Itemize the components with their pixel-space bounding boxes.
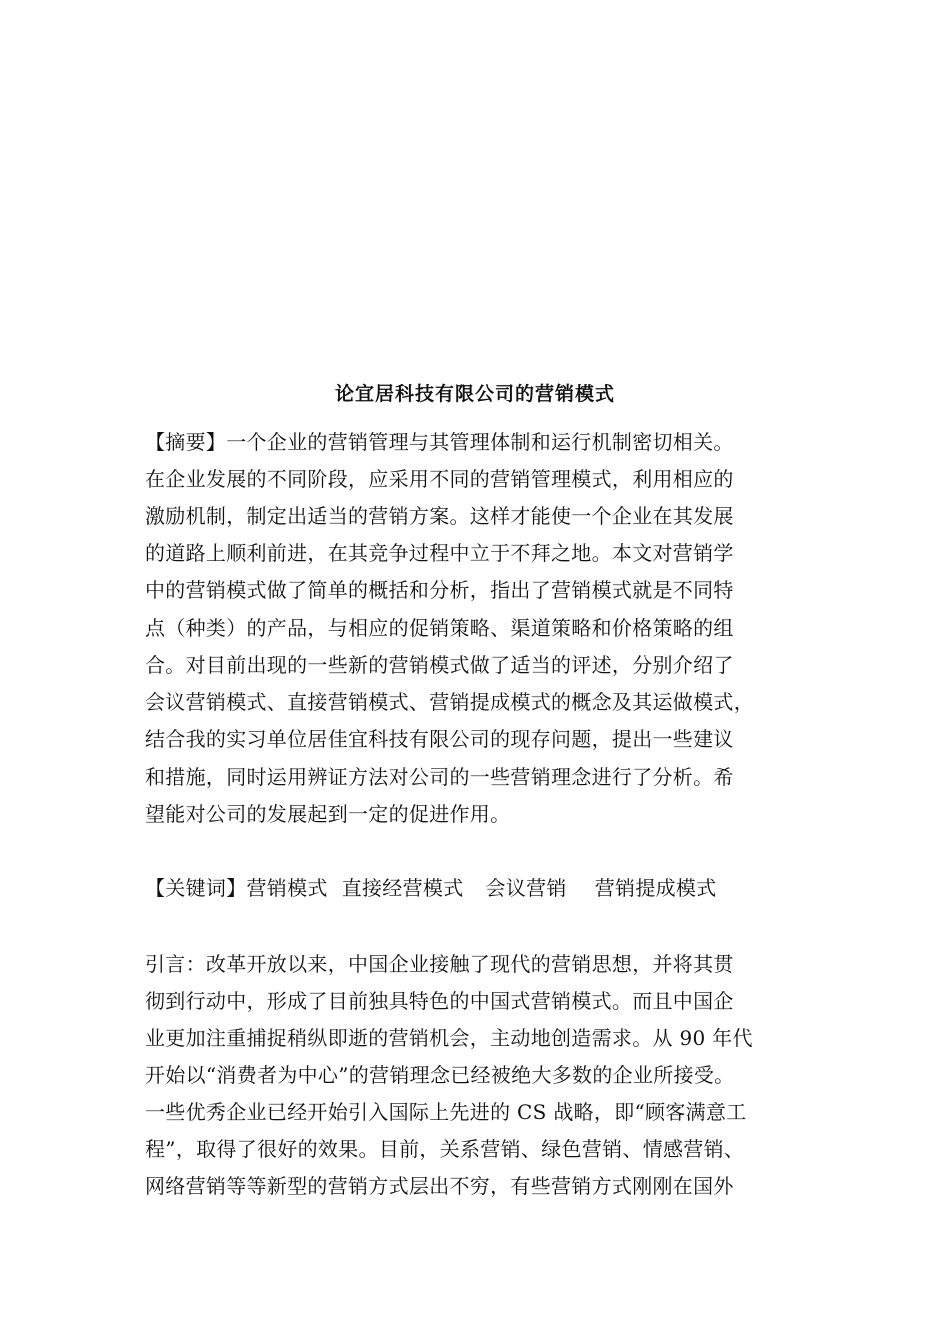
abstract-line: 结合我的实习单位居佳宜科技有限公司的现存问题，提出一些建议 (145, 727, 734, 751)
intro-line: 程”，取得了很好的效果。目前，关系营销、绿色营销、情感营销、 (145, 1137, 745, 1161)
abstract-line: 合。对目前出现的一些新的营销模式做了适当的评述，分别介绍了 (145, 653, 734, 677)
keywords-label: 【关键词】 (145, 876, 247, 900)
keywords-line (145, 874, 825, 902)
abstract-line: 会议营销模式、直接营销模式、营销提成模式的概念及其运做模式， (145, 690, 754, 714)
intro-line: 引言：改革开放以来，中国企业接触了现代的营销思想，并将其贯 (145, 952, 734, 976)
intro-line: 开始以“消费者为中心”的营销理念已经被绝大多数的企业所接受。 (145, 1063, 735, 1087)
abstract-line: 【摘要】一个企业的营销管理与其管理体制和运行机制密切相关。 (145, 430, 734, 454)
intro-line: 一些优秀企业已经开始引入国际上先进的 CS 战略，即“顾客满意工 (145, 1100, 747, 1124)
intro-line: 网络营销等等新型的营销方式层出不穷，有些营销方式刚刚在国外 (145, 1174, 734, 1198)
abstract-line: 中的营销模式做了简单的概括和分析，指出了营销模式就是不同特 (145, 578, 734, 602)
abstract-line: 的道路上顺利前进，在其竞争过程中立于不拜之地。本文对营销学 (145, 541, 734, 565)
intro-line: 彻到行动中，形成了目前独具特色的中国式营销模式。而且中国企 (145, 989, 734, 1013)
abstract-line: 在企业发展的不同阶段，应采用不同的营销管理模式，利用相应的 (145, 467, 734, 491)
keyword: 会议营销 (485, 876, 567, 900)
document-title: 论宜居科技有限公司的营销模式 (334, 383, 615, 405)
abstract-line: 点（种类）的产品，与相应的促销策略、渠道策略和价格策略的组 (145, 616, 734, 640)
keyword: 直接经营模式 (341, 876, 464, 900)
abstract-line: 望能对公司的发展起到一定的促进作用。 (145, 802, 511, 826)
keyword: 营销模式 (246, 876, 328, 900)
keyword: 营销提成模式 (594, 876, 717, 900)
abstract-line: 和措施，同时运用辨证方法对公司的一些营销理念进行了分析。希 (145, 765, 734, 789)
abstract-line: 激励机制，制定出适当的营销方案。这样才能使一个企业在其发展 (145, 504, 734, 528)
intro-line: 业更加注重捕捉稍纵即逝的营销机会，主动地创造需求。从 90 年代 (145, 1026, 753, 1050)
